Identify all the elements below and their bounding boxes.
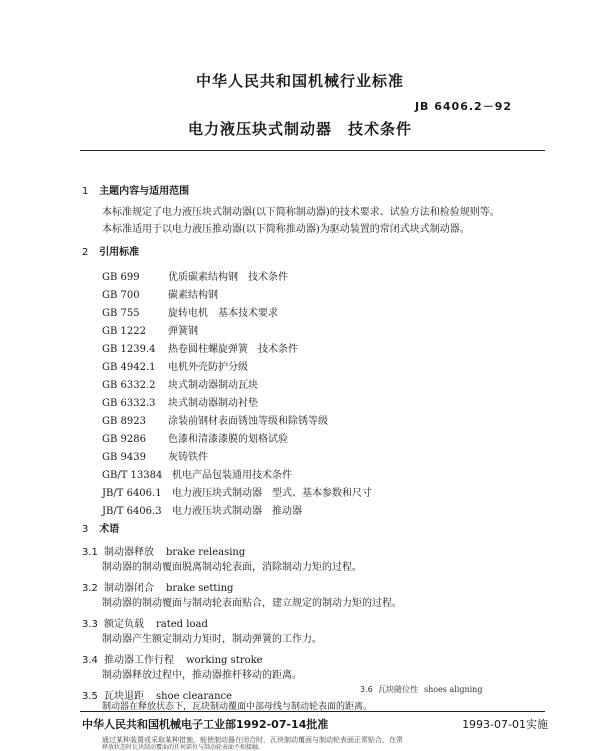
- issuer-approval: 中华人民共和国机械电子工业部1992-07-14批准: [82, 718, 329, 731]
- term-english: working stroke: [186, 655, 263, 666]
- term-name: 制动器释放: [104, 547, 154, 558]
- term-definition-continued: 释放状态时瓦块制动覆面的任何部位与制动轮表面不相接触。: [102, 744, 265, 751]
- standard-code: JB 6406.2－92: [414, 100, 512, 113]
- reference-code: JB/T 6406.3: [102, 506, 162, 517]
- reference-item: [102, 445, 208, 464]
- reference-code: GB 1222: [102, 326, 146, 337]
- term-name: 瓦块退距: [104, 691, 144, 702]
- reference-code: GB 700: [102, 290, 140, 301]
- reference-item: [102, 409, 328, 428]
- reference-code: GB 755: [102, 308, 140, 319]
- term-number: 3.4: [82, 655, 98, 666]
- section-title: 引用标准: [99, 247, 140, 258]
- reference-title: 旋转电机 基本技术要求: [168, 308, 278, 319]
- term-name: 瓦块随位性: [378, 685, 418, 694]
- reference-code: GB 9439: [102, 452, 146, 463]
- reference-code: GB 1239.4: [102, 344, 156, 355]
- reference-title: 灰铸铁件: [168, 452, 208, 463]
- reference-code: GB 4942.1: [102, 362, 156, 373]
- term-number: 3.2: [82, 583, 98, 594]
- reference-code: GB 699: [102, 272, 140, 283]
- reference-title: 机电产品包装通用技术条件: [172, 470, 292, 481]
- reference-item: [102, 355, 248, 374]
- reference-item: [102, 373, 258, 392]
- term-english: shoe clearance: [156, 691, 233, 702]
- term-name: 额定负载: [104, 619, 144, 630]
- term-number: 3.6: [360, 685, 373, 694]
- reference-title: 热卷圆柱螺旋弹簧 技术条件: [168, 344, 298, 355]
- section-number: 3: [82, 524, 89, 535]
- term-definition: 制动器的制动覆面脱离制动轮表面，消除制动力矩的过程。: [102, 562, 362, 573]
- term-english: brake releasing: [166, 547, 246, 558]
- section-2-heading: [82, 243, 139, 258]
- reference-title: 碳素结构钢: [168, 290, 218, 301]
- reference-title: 块式制动器制动衬垫: [168, 398, 258, 409]
- section-1-heading: [82, 182, 189, 197]
- reference-item: [102, 301, 278, 320]
- footer-divider: [80, 711, 545, 712]
- term-definition: 制动器在释放状态下，瓦块制动覆面中部母线与制动轮表面的距离。: [102, 702, 373, 712]
- reference-item: [102, 283, 218, 302]
- term-definition: 制动器产生额定制动力矩时，制动弹簧的工作力。: [102, 634, 322, 645]
- term-heading: [82, 576, 233, 595]
- reference-item: [102, 337, 298, 356]
- section-1-paragraph-1: 本标准规定了电力液压块式制动器(以下简称制动器)的技术要求、试验方法和检验规则等。: [102, 207, 500, 218]
- term-heading: [82, 648, 263, 667]
- term-english: rated load: [156, 619, 208, 630]
- section-number: 2: [82, 247, 89, 258]
- document-title: 电力液压块式制动器 技术条件: [187, 120, 412, 138]
- reference-item: [102, 481, 372, 500]
- section-1-paragraph-2: 本标准适用于以电力液压推动器(以下简称推动器)为驱动装置的常闭式块式制动器。: [102, 224, 470, 235]
- term-english: shoes aligning: [424, 685, 483, 694]
- reference-item: [102, 391, 258, 410]
- reference-title: 色漆和清漆漆膜的划格试验: [168, 434, 288, 445]
- effective-date: 1993-07-01实施: [462, 718, 548, 731]
- term-definition: 制动器释放过程中，推动器推杆移动的距离。: [102, 670, 302, 681]
- reference-title: 弹簧钢: [168, 326, 198, 337]
- section-3-heading: [82, 520, 119, 535]
- term-number: 3.5: [82, 691, 98, 702]
- term-number: 3.3: [82, 619, 98, 630]
- reference-item: [102, 319, 198, 338]
- term-name: 制动器闭合: [104, 583, 154, 594]
- term-heading: [82, 612, 208, 631]
- reference-title: 块式制动器制动瓦块: [168, 380, 258, 391]
- term-definition: 通过某种装置或采取某种措施，能使制动器在闭合时，瓦块制动覆面与制动轮表面正常贴合，在常: [102, 736, 403, 744]
- term-definition: 制动器的制动覆面与制动轮表面贴合，建立规定的制动力矩的过程。: [102, 598, 402, 609]
- reference-code: GB 6332.3: [102, 398, 156, 409]
- reference-title: 电力液压块式制动器 型式、基本参数和尺寸: [172, 488, 372, 499]
- term-name: 推动器工作行程: [104, 655, 174, 666]
- reference-title: 涂装前钢材表面锈蚀等级和除锈等级: [168, 416, 328, 427]
- reference-title: 电机外壳防护分级: [168, 362, 248, 373]
- reference-item: [102, 463, 292, 482]
- reference-code: GB/T 13384: [102, 470, 163, 481]
- reference-title: 优质碳素结构钢 技术条件: [168, 272, 288, 283]
- reference-code: GB 6332.2: [102, 380, 156, 391]
- term-english: brake setting: [166, 583, 234, 594]
- reference-code: GB 8923: [102, 416, 146, 427]
- reference-item: [102, 499, 302, 518]
- section-title: 主题内容与适用范围: [99, 186, 190, 197]
- reference-title: 电力液压块式制动器 推动器: [172, 506, 302, 517]
- header-divider: [80, 150, 545, 151]
- reference-code: GB 9286: [102, 434, 146, 445]
- section-number: 1: [82, 186, 89, 197]
- reference-item: [102, 427, 288, 446]
- term-heading: [360, 684, 482, 695]
- org-title: 中华人民共和国机械行业标准: [195, 72, 404, 90]
- term-number: 3.1: [82, 547, 98, 558]
- reference-code: JB/T 6406.1: [102, 488, 162, 499]
- reference-item: [102, 265, 288, 284]
- term-heading: [82, 540, 245, 559]
- section-title: 术语: [99, 524, 120, 535]
